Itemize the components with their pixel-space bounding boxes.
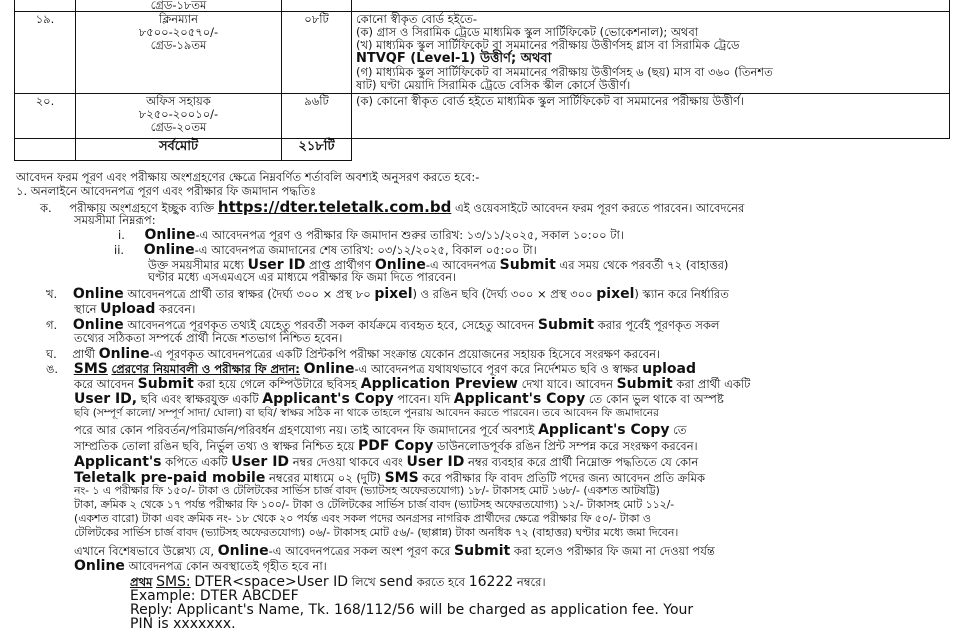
item-text: সময়সীমা নিম্নরূপ:	[74, 213, 156, 227]
text-span: নম্বরের মাধ্যমে ০২ (দুটি)	[268, 471, 381, 485]
reply-text: Reply: Applicant's Name, Tk. 168/112/56 will be charged as application fee. Your	[130, 602, 694, 618]
serial-cell: ১৯.	[15, 12, 76, 94]
item-text: Online	[144, 227, 196, 243]
table-cell	[352, 0, 950, 12]
text-span: কপিতে একটি	[165, 455, 228, 469]
text-span: লিখে	[351, 575, 376, 589]
text-span: ছবি এবং স্বাক্ষরযুক্ত একটি	[140, 392, 259, 406]
text-span: Applicant's Copy	[453, 391, 586, 407]
text-span: Applicant's	[74, 454, 162, 470]
text-span: আবেদনপত্রে পূরণকৃত তথ্যই যেহেতু পরবর্তী সকল কার্যক্রমে ব্যবহৃত হবে, সেহেতু আবেদন	[127, 318, 535, 332]
text-span: -এ আবেদনপত্র	[425, 258, 496, 272]
qualification-line: (গ) মাধ্যমিক স্কুল সার্টিফিকেট বা সমমানের পরীক্ষায় উত্তীর্ণসহ ৬ (ছয়) মাস বা ৩৬০ (তিনশত	[356, 65, 773, 80]
table-row	[15, 12, 950, 94]
item-text	[74, 377, 750, 391]
text-span: করা হয়ে গেলে কম্পিউটারে ছবিসহ	[197, 377, 358, 391]
text-span: Applicant's Copy	[262, 391, 394, 407]
text-span: SMS:	[156, 574, 191, 590]
qualification-line: (খ) মাধ্যমিক স্কুল সার্টিফিকেট বা সমমানের পরীক্ষায় উত্তীর্ণসহ গ্লাস বা সিরামিক ট্রেডে	[356, 37, 740, 52]
text-span: send	[379, 574, 414, 590]
pay-scale: ৮৫০০-২০৫৭০/-	[138, 24, 219, 39]
text-span: Online	[98, 346, 150, 362]
text-span: পরে আর কোন পরিবর্তন/পরিমার্জন/পরিবর্ধন গ্রহণযোগ্য নয়। তাই আবেদন ফি জমাদানের পূর্বে অবশ্যই	[74, 423, 535, 437]
table-cell	[15, 0, 76, 12]
item-text: তথ্যের সঠিকতা সম্পর্কে প্রার্থী নিজে শতভাগ নিশ্চিত হবেন।	[74, 331, 343, 345]
text-span: Online	[374, 257, 426, 273]
text-span: Online	[74, 558, 125, 574]
item-text: টাকা, ক্রমিক ২ থেকে ১৭ পর্যন্ত পরীক্ষার ফি ১০০/- টাকা ও টেলিটকের সার্ভিস চার্জ বাবদ (ভ্যাটসহ অফেরতযোগ্য) ১২/- টাকাসহ মোট ১১২/-	[74, 498, 675, 511]
qualification-line: (ক) কোনো স্বীকৃত বোর্ড হইতে মাধ্যমিক স্কুল সার্টিফিকেট বা সমমানের পরীক্ষায় উত্তীর্ণ।	[356, 94, 745, 108]
text-span: উক্ত সময়সীমার মধ্যে	[148, 258, 244, 272]
grade-text: গ্রেড-১৯তম	[150, 37, 207, 52]
item-text: পরীক্ষায় অংশগ্রহণে ইচ্ছুক ব্যক্তি	[69, 201, 215, 215]
text-span: User ID	[231, 454, 290, 470]
text-span: প্রার্থী	[72, 347, 96, 361]
text-span: User ID	[406, 454, 465, 470]
note-text	[74, 559, 327, 573]
item-uma	[46, 362, 696, 376]
text-span: -এ পূরণকৃত আবেদনপত্রের একটি প্রিন্টকপি পরীক্ষা সংক্রান্ত যেকোন প্রয়োজনের সহায়ক হিসেবে সংরক্ষণ করবেন।	[149, 347, 661, 361]
text-span: পাবেন। যদি	[397, 392, 451, 406]
text-span: আবেদনপত্র কোন অবস্থাতেই গৃহীত হবে না।	[128, 559, 327, 573]
text-span: pixel	[374, 286, 413, 302]
item-text: Online	[143, 242, 195, 258]
text-span: করতে হবে	[416, 575, 466, 589]
count-cell: ০৮টি	[282, 12, 352, 94]
qualification-line: ষাট) ঘণ্টা মেয়াদি সিরামিক ট্রেডে বেসিক স্কীল কোর্সে উত্তীর্ণ।	[356, 78, 631, 93]
item-text	[74, 392, 724, 406]
text-span: SMS	[73, 361, 108, 377]
item-text: ছবি (সম্পূর্ণ কালো/ সম্পূর্ণ সাদা/ ঘোলা) বা ছবি/ স্বাক্ষর সঠিক না থাকে তাহলে পুনরায় আবেদন করতে পারবেন। তবে আবেদন ফি জমাদানের	[74, 407, 660, 419]
item-kha	[46, 287, 729, 301]
qualification-line: NTVQF (Level-1) উত্তীর্ণ; অথবা	[356, 50, 552, 66]
note-text	[74, 544, 715, 558]
item-label: খ.	[46, 287, 58, 301]
posts-table	[14, 0, 950, 161]
text-span: Online	[303, 361, 355, 377]
example-text: Example: DTER ABCDEF	[130, 588, 299, 604]
item-text	[74, 439, 698, 453]
text-span: প্রাপ্ত প্রার্থীগণ	[309, 258, 372, 272]
text-span: Applicant's Copy	[538, 422, 670, 438]
table-row	[15, 94, 950, 139]
text-span: প্রেরণের নিয়মাবলী ও পরীক্ষার ফি প্রদান:	[111, 362, 300, 376]
first-sms-line	[130, 575, 546, 589]
text-span: SMS	[384, 470, 419, 486]
text-span: করার পূর্বেই পূরণকৃত সকল	[597, 318, 720, 332]
text-span: তে কোন ভুল থাকে বা অস্পষ্ট	[588, 392, 724, 406]
text-span: Online	[72, 317, 124, 333]
item-text	[74, 423, 686, 437]
text-span: স্থানে	[74, 302, 97, 316]
website-link[interactable]: https://dter.teletalk.com.bd	[217, 198, 452, 216]
item-text: ঘণ্টার মধ্যে এসএমএসে এর মাধ্যমে পরীক্ষার ফি জমা দিতে পারবেন।	[148, 270, 457, 284]
text-span: Online	[72, 286, 124, 302]
text-span: Submit	[454, 543, 511, 559]
text-span: করে পরীক্ষার ফি বাবদ প্রতিটি পদের জন্য আবেদন প্রতি ক্রমিক	[422, 471, 706, 485]
item-label: i.	[118, 228, 125, 242]
text-span: Upload	[100, 301, 156, 317]
text-span: User ID	[247, 257, 306, 273]
text-span: -এ আবেদনপত্র যথাযথভাবে পূরণ করে নির্দেশমত ছবি ও স্বাক্ষর	[354, 362, 639, 376]
item-text: (একশত বারো) টাকা এবং ক্রমিক নং- ১৮ থেকে ২০ পর্যন্ত এবং সকল পদের অনগ্রসর নাগরিক প্রার্থীদের ক্ষেত্রে পরীক্ষার ফি ৫০/- টাকা ও	[74, 512, 651, 525]
item-text	[74, 302, 195, 316]
text-span: ) ও রঙিন ছবি (দৈর্ঘ্য ৩০০ × প্রস্থ ৩০০	[412, 287, 593, 301]
grade-text: গ্রেড-১৮তম	[150, 0, 207, 12]
item-text: -এ আবেদনপত্র জমাদানের শেষ তারিখ: ০৩/১২/২০২৫, বিকাল ০৫:০০ টা।	[194, 243, 537, 257]
item-text: এই ওয়েবসাইটে আবেদন ফরম পূরণ করতে পারবেন। আবেদনের	[455, 201, 745, 215]
table-row	[15, 0, 950, 12]
table-cell	[15, 139, 76, 161]
text-span: এখানে বিশেষভাবে উল্লেখ্য যে,	[74, 544, 215, 558]
total-row	[15, 139, 950, 161]
item-label: গ.	[46, 318, 58, 332]
item-ga	[46, 318, 719, 332]
text-span: Submit	[537, 317, 595, 333]
item-text: টেলিটকের সার্ভিস চার্জ বাবদ (ভ্যাটসহ অফেরতযোগ্য) ০৬/- টাকাসহ মোট ৫৬/- (ছাপ্পান্ন) টাকা অনধিক ৭২ (বাহাত্তর) ঘণ্টার মধ্যে জমা দিবেন।	[74, 526, 679, 539]
text-span: নম্বরে।	[516, 575, 546, 589]
intro-text: আবেদন ফরম পূরণ এবং পরীক্ষায় অংশগ্রহণের ক্ষেত্রে নিম্নবর্ণিত শর্তাবলি অবশ্যই অনুসরণ করতে হবে:-	[16, 170, 480, 184]
text-span: Submit	[499, 257, 556, 273]
text-span: DTER<space>User ID	[194, 574, 349, 590]
text-span: করে আবেদন	[74, 377, 134, 391]
item-label: ii.	[114, 243, 125, 257]
post-name: অফিস সহায়ক	[146, 94, 211, 108]
qualification-cell	[352, 12, 950, 94]
text-span: pixel	[596, 286, 635, 302]
text-span: দেখা যাবে। আবেদন	[521, 377, 613, 391]
count-cell: ৯৬টি	[282, 94, 352, 139]
post-cell	[76, 94, 282, 139]
item-gha	[46, 347, 660, 361]
pay-scale: ৮২৫০-২০০১০/-	[138, 106, 219, 121]
serial-cell: ২০.	[15, 94, 76, 139]
text-span: সাম্প্রতিক তোলা রঙিন ছবি, নির্ভুল তথ্য ও স্বাক্ষর নিশ্চিত হয়ে	[74, 439, 355, 453]
text-span: আবেদনপত্রে প্রার্থী তার স্বাক্ষর (দৈর্ঘ্য ৩০০ × প্রস্থ ৮০	[127, 287, 371, 301]
text-span: upload	[642, 361, 696, 377]
text-span: Submit	[137, 376, 194, 392]
text-span: এর সময় থেকে পরবর্তী ৭২ (বাহাত্তর)	[559, 258, 729, 272]
qualification-line: কোনো স্বীকৃত বোর্ড হইতে-	[356, 12, 478, 26]
text-span: করা প্রার্থী একটি	[676, 377, 751, 391]
item-label: ক.	[40, 201, 52, 215]
text-span: PDF Copy	[358, 438, 434, 454]
item-text	[74, 455, 698, 469]
text-span: Application Preview	[360, 376, 518, 392]
text-span: 16222	[468, 574, 514, 590]
grade-text: গ্রেড-২০তম	[150, 119, 207, 134]
item-label: ঘ.	[46, 347, 57, 361]
item-ii	[114, 243, 537, 257]
total-count: ২১৮টি	[282, 139, 352, 161]
table-cell	[282, 0, 352, 12]
text-span: করা হলেও পরীক্ষার ফি জমা না দেওয়া পর্যন্ত	[513, 544, 715, 558]
text-span: নম্বর দেওয়া থাকবে এবং	[292, 455, 403, 469]
text-span: -এ আবেদনপত্রের সকল অংশ পূরণ করে	[268, 544, 451, 558]
text-span: তে	[673, 423, 687, 437]
text-span: প্রথম	[130, 575, 153, 589]
item-i	[118, 228, 624, 242]
text-span: ) স্ক্যান করে নির্ধারিত	[634, 287, 729, 301]
text-span: করবেন।	[159, 302, 196, 316]
qualification-cell	[352, 94, 950, 139]
post-cell	[76, 12, 282, 94]
item-label: ঙ.	[46, 362, 59, 376]
item-text	[74, 471, 705, 485]
table-cell	[76, 0, 282, 12]
text-span: Teletalk pre-paid mobile	[74, 470, 266, 486]
item-text: নং- ১ এ পরীক্ষার ফি ১৫০/- টাকা ও টেলিটকের সার্ভিস চার্জ বাবদ (ভ্যাটসহ অফেরতযোগ্য) ১৮/- টাকাসহ মোট ১৬৮/- (একশত আটষট্টি)	[74, 484, 660, 497]
section-heading: ১. অনলাইনে আবেদনপত্র পূরণ এবং পরীক্ষার ফি জমাদান পদ্ধতিঃ	[16, 184, 316, 198]
post-name: ক্লিনম্যান	[158, 12, 199, 26]
reply-text: PIN is xxxxxxx.	[130, 616, 236, 632]
table-cell	[352, 139, 950, 161]
text-span: ডাউনলোডপূর্বক রঙিন প্রিন্ট সম্পন্ন করে সংরক্ষণ করবেন।	[437, 439, 698, 453]
item-text: -এ আবেদনপত্র পূরণ ও পরীক্ষার ফি জমাদান শুরুর তারিখ: ১৩/১১/২০২৫, সকাল ১০:০০ টা।	[195, 228, 624, 242]
text-span: Online	[217, 543, 269, 559]
text-span: নম্বর ব্যবহার করে প্রার্থী নিম্নোক্ত পদ্ধতিতে যে কোন	[467, 455, 699, 469]
text-span: Submit	[616, 376, 673, 392]
qualification-line: (ক) গ্রাস ও সিরামিক ট্রেডে মাধ্যমিক স্কুল সার্টিফিকেট (ভোকেশনাল); অথবা	[356, 24, 699, 39]
total-label: সর্বমোট	[76, 139, 282, 161]
text-span: User ID,	[74, 391, 138, 407]
